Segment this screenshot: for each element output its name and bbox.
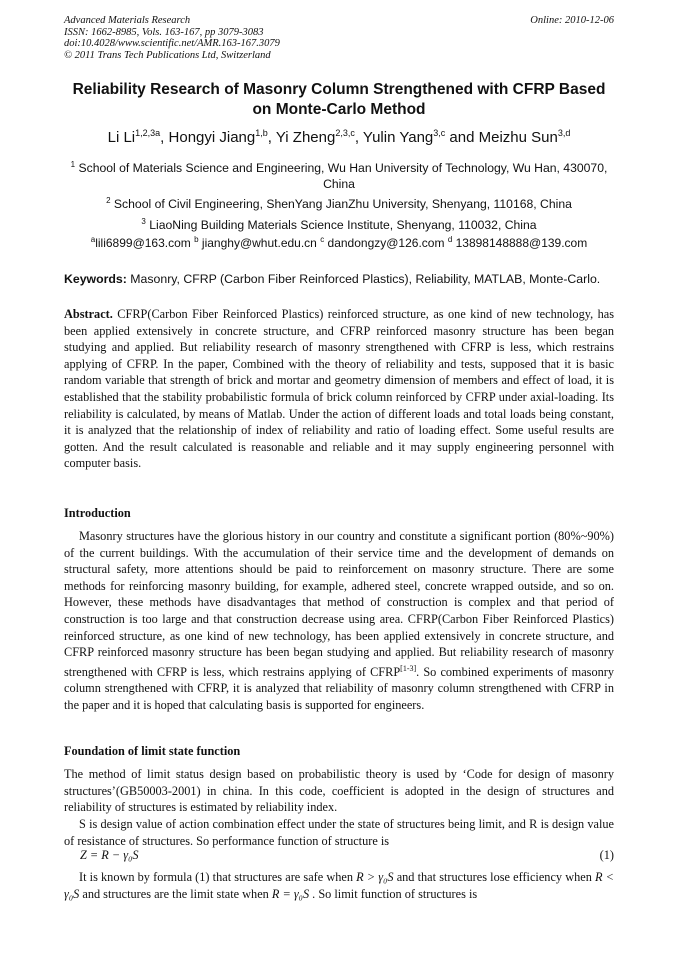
- intro-text: Masonry structures have the glorious history in our country and constitute a significant portion (80%~90%) of the current buildings. With the accumulation of their service time and the development of demands on structural safety, more attentions should be paid to reinforcement on masonry structure. There are some methods for reinforcing masonry building, for example, adhered steel, concrete wrapped outside, and so on. However, these methods have disadvantages that method of construction is complex and that period of construction is too large and that construction decrease using area. CFRP(Carbon Fiber Reinforced Plastics) reinforced structure, as one kind of new technology, has been applied extensively in concrete structure, and CFRP reinforced masonry structure has been began studying and applied. But reliability research of masonry strengthened with CFRP is less, which restrains applying of CFRP: [64, 529, 614, 679]
- affiliation-text: LiaoNing Building Materials Science Institute, Shenyang, 110032, China: [145, 218, 537, 233]
- title-line-2: on Monte-Carlo Method: [252, 101, 426, 118]
- equation-number: (1): [599, 848, 614, 862]
- paper-title: [50, 80, 628, 120]
- author-name: Li Li: [107, 129, 136, 146]
- introduction-paragraph: [64, 528, 614, 714]
- author-sup: 3,c: [433, 128, 446, 138]
- author-separator: ,: [354, 129, 363, 146]
- inline-math: R > γ₀S: [356, 870, 394, 884]
- keywords-text: Masonry, CFRP (Carbon Fiber Reinforced Plastics), Reliability, MATLAB, Monte-Carlo.: [126, 272, 601, 286]
- abstract-text: CFRP(Carbon Fiber Reinforced Plastics) reinforced structure, as one kind of new technology, has been applied extensively in concrete structure, and CFRP reinforced masonry structure has been began studying and applied. But reliability research of masonry strengthened with CFRP is less, which restrains applying of CFRP. In the paper, Combined with the theory of reliability and tests, supposed that it is basic random variable that strength of brick and mortar and geometry dimension of members and effect of load, it is established that the stability probabilistic formula of brick column reinforced by CFRP under axial-loading. Its reliability is calculated, by means of Matlab. Under the action of different loads and total loads being constant, it is analyzed that the relationship of index of reliability and ratio of loading effect. Some useful results are gotten. And the result calculated is reasonable and reliable and it may supply engineering personnel with computer basis.: [64, 307, 614, 471]
- page-header: [64, 15, 614, 61]
- author-sup: 1,2,3a: [135, 128, 161, 138]
- affiliation-text: School of Civil Engineering, ShenYang JianZhu University, Shenyang, 110168, China: [110, 197, 572, 212]
- affiliation-1: [40, 157, 638, 192]
- foundation-paragraph-2: [64, 816, 614, 849]
- author-sup: 2,3,c: [335, 128, 355, 138]
- email-link[interactable]: lili6899@163.com: [95, 236, 191, 250]
- issn-line: ISSN: 1662-8985, Vols. 163-167, pp 3079-3083: [64, 26, 264, 38]
- section-heading-foundation: Foundation of limit state function: [64, 744, 241, 758]
- foundation-paragraph-3: [64, 869, 614, 902]
- equation-1: [80, 848, 614, 863]
- author-separator: and: [445, 129, 479, 146]
- author-name: Yulin Yang: [362, 129, 434, 146]
- affiliation-sup: 2: [106, 196, 111, 205]
- section-heading-introduction: Introduction: [64, 506, 131, 520]
- author-separator: ,: [160, 129, 169, 146]
- equation-text: Z = R − γ₀S: [80, 848, 139, 862]
- title-line-1: Reliability Research of Masonry Column Strengthened with CFRP Based: [72, 81, 606, 98]
- email-link[interactable]: jianghy@whut.edu.cn: [198, 236, 317, 250]
- email-list: [40, 235, 638, 250]
- foundation-paragraph-1: [64, 766, 614, 816]
- citation-ref[interactable]: [1-3]: [400, 663, 417, 673]
- author-sup: 1,b: [255, 128, 268, 138]
- inline-math: R < γ₀S: [64, 870, 614, 901]
- foundation-text: S is design value of action combination effect under the state of structures being limit, and R is design value of resistance of structures. So performance function of structure is: [64, 817, 614, 848]
- foundation-text: and structures are the limit state when: [79, 886, 272, 901]
- affiliation-2: [40, 193, 638, 212]
- keywords-label: Keywords:: [64, 272, 127, 286]
- foundation-text: and that structures lose efficiency when: [393, 870, 596, 884]
- intro-text-cont: . So combined experiments of masonry column strengthened with CFRP, it is analyzed that reliability of masonry column strengthened with CFRP in the paper and it is hoped that calculating basis is supported for engineers.: [64, 664, 614, 713]
- author-name: Yi Zheng: [275, 129, 336, 146]
- keywords: [64, 272, 614, 286]
- email-link[interactable]: 13898148888@139.com: [452, 236, 588, 250]
- doi-line: doi:10.4028/www.scientific.net/AMR.163-167.3079: [64, 38, 280, 49]
- affiliation-sup: 1: [70, 160, 76, 169]
- affiliation-text-cont: China: [323, 177, 355, 192]
- author-name: Hongyi Jiang: [168, 129, 256, 146]
- affiliation-text: School of Materials Science and Engineering, Wu Han University of Technology, Wu Han, 430070,: [75, 161, 608, 176]
- abstract: [64, 306, 614, 472]
- author-separator: ,: [267, 129, 276, 146]
- inline-math: R = γ₀S: [271, 886, 310, 901]
- email-sup: b: [194, 235, 199, 244]
- copyright-line: © 2011 Trans Tech Publications Ltd, Switzerland: [64, 49, 271, 61]
- affiliation-sup: 3: [141, 217, 146, 226]
- foundation-text: The method of limit status design based on probabilistic theory is used by ‘Code for design of masonry structures’(GB50003-2001) in china. In this code, coefficient is adopted in the design of structures and reliability of structures is estimated by reliability index.: [64, 767, 614, 815]
- foundation-text: It is known by formula (1) that structures are safe when: [79, 870, 357, 884]
- foundation-text: . So limit function of structures is: [309, 886, 478, 901]
- online-date: Online: 2010-12-06: [530, 15, 614, 26]
- email-sup: d: [447, 235, 453, 244]
- author-sup: 3,d: [557, 128, 571, 138]
- email-sup: a: [90, 235, 96, 244]
- affiliation-3: [40, 214, 638, 233]
- author-name: Meizhu Sun: [478, 129, 558, 146]
- author-list: [40, 128, 638, 146]
- email-link[interactable]: dandongzy@126.com: [324, 236, 445, 250]
- email-sup: c: [320, 235, 325, 244]
- abstract-label: Abstract.: [64, 307, 113, 321]
- journal-name: Advanced Materials Research: [64, 15, 191, 26]
